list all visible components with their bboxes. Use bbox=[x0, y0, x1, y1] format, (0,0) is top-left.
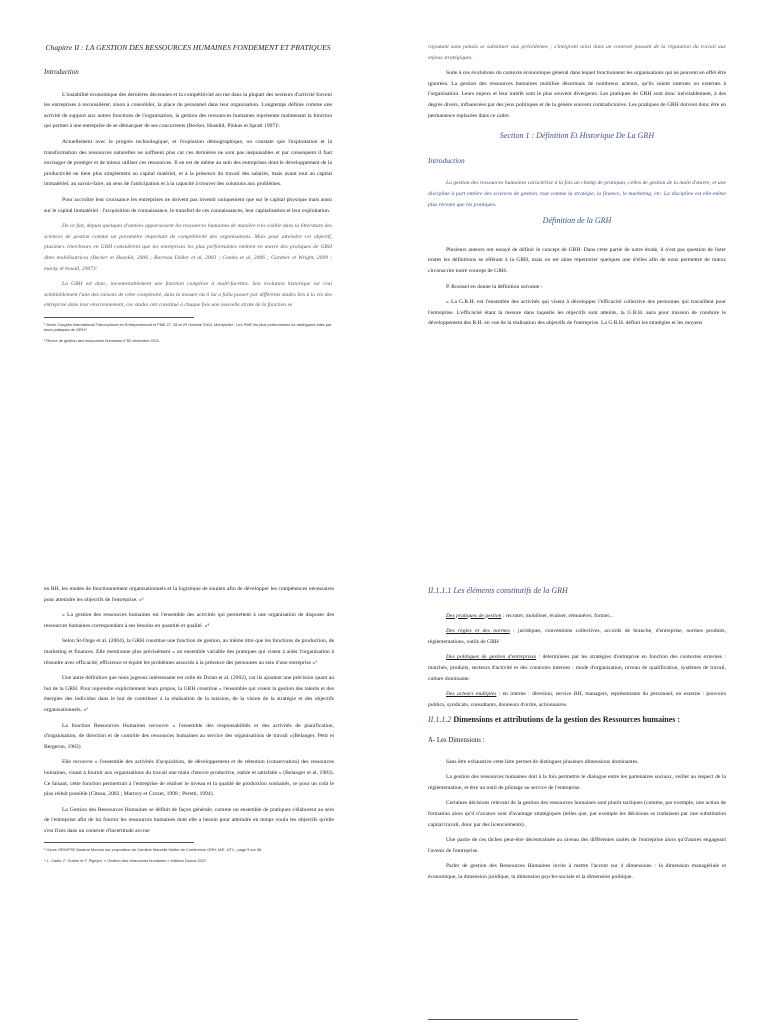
paragraph: Selon St-Onge et al. (2004), la GRH constitue une fonction de gestion, au même titre que les fonctions de production, de marketing et finances. Elle mentionne plus précisément « un ensemble variable des pratiques qui visent à aider l'organisation à résoudre avec efficacité, efficience et équité les problèmes associés à la présence des personnes au sein d'une entreprise »⁵ bbox=[44, 638, 334, 666]
paragraph: Une partie de ces tâches peut-être décentralisée au niveau des différentes unités de l'entreprise alors qu'd'autres engageant l'avenir de l'entreprise. bbox=[428, 837, 726, 854]
paragraph: P. Roussel en donne la définition suivante : bbox=[446, 283, 543, 290]
footnote-divider bbox=[428, 1019, 578, 1020]
paragraph: De ce fait, depuis quelques d'années apparaissent les ressources humaines de manière très visible dans la littérature des sciences de gestion comme un paramètre important de compétitivité des organisations. Mais pour atteindre cet objectif, plusieurs chercheurs en GRH considèrent que les entreprises les plus performantes mettent en œuvre des pratiques de GRH dites mobilisatrices (Becker et Huselid, 2006 ; Barreau Didier et al, 2003 ; Combs et al, 2006 ; Gardner et Wright, 2009 ; macky et boxall, 2007)² bbox=[44, 223, 332, 272]
element-text: : en interne : direction, service RH, managers, représentants du personnel; en externe : pouvoirs publics, syndicats, consultants, donneurs d'ordre, actionnaires. bbox=[428, 691, 726, 708]
dimensions-title: Dimensions et attributions de la gestion des Ressources humaines : bbox=[453, 715, 681, 725]
footnote: ³ Cours GRH/FSE Maxime Moreno sur proposition de Caroline Marcelle Maître de Conférence GRH, IAE -UT1 - page 5 sur 56 bbox=[44, 847, 262, 853]
paragraph: Actuellement avec le progrès technologique, et l'explosion démographique, on constate que l'exploitation et la transformation des ressources naturelles ne suffisent plus car ces dernières ne sont pas inépuisables et par conséquent il faut envisager de protéger et de mieux utiliser ces ressources. Il en est de même au sein des entreprises dont le développement de la productivité ne tient plus simplement au capital matériel, et à la présence du travail des salariés, mais avant tout au capital immatériel, au savoir-faire, au sens de l'anticipation et à la capacité à trouver des solutions aux problèmes. bbox=[44, 138, 332, 188]
page1-left-column bbox=[44, 42, 332, 348]
paragraph: La GRH est donc, incontestablement une fonction complexe à multi-facettes. Son évolution historique est vrai semblablement l'une des raisons de cette complexité, dans la mesure où il lui a fallu passer par différents stades liés à la vie des entreprise dans leur environnement, ces stades ont constitué à chaque fois une nouvelle strate de la fonction se bbox=[44, 281, 332, 309]
paragraph: Elle recouvre « l'ensemble des activités d'acquisition, de développement et de rétention (conservation) des ressources humaines, visant à fournir aux organisations du travail une main d'œuvre productive, stable et satisfaite » (Belanger et al, 1983). Ce faisant, cette fonction permettrait à l'entreprise de réaliser le niveau et la qualité de production souhaités, ce pour un coût le plus réduit possible (Citeau, 2002 ; Martory et Crozet, 1998 ; Peretti, 1994). bbox=[44, 759, 334, 798]
paragraph: La fonction Ressources Humaines recouvre « l'ensemble des responsabilités et des activités de planification, d'organisation, de direction et de contrôle des ressources humaines au service des organisations de travail »(Belanger, Petit et Bergeron, 1983) bbox=[44, 722, 334, 750]
element-item bbox=[428, 611, 726, 622]
element-item bbox=[428, 689, 726, 710]
document-page-2 bbox=[0, 572, 768, 1024]
paragraph: Parler de gestion des Ressources Humaines invite à mettre l'accent sur 4 dimensions : la dimension managériale et économique, la dimension juridique, la dimension psycho-sociale et la dimension politique. bbox=[428, 863, 726, 880]
paragraph: L'instabilité économique des dernières décennies et la compétitivité accrue dans la plupart des secteurs d'activité forcent les entreprises à reconsidérer, sinon à consolider, la place du personnel dans leur organisation. Longtemps définie comme une activité de support aux autres fonctions de l'organisation, la gestion des ressources humaines représente maintenant la fonction qui permet à une entreprise de se démarquer de ses concurrents (Becker, Huselid, Pinkus et Spratt 1997)¹. bbox=[44, 91, 332, 130]
dimensions-number: II.1.1.2 bbox=[428, 715, 452, 725]
paragraph: Plusieurs auteurs ont essayé de définir le concept de GRH. Dans cette partie de notre étude, il n'est pas question de lister toutes les définitions se référant à la GRH, mais on est aime répertorier quelques une d'elles afin de nous permettre de mieux circonscrire notre concept de GRH. bbox=[428, 246, 726, 274]
element-text: : recruter, mobiliser, évaluer, rémunérer, former... bbox=[501, 612, 614, 619]
paragraph: Certaines décisions relevant de la gestion des ressources humaines sont plutôt tactiques (comme, par exemple, une action de formation alors qu'il n'avance sont d'avantage stratégiques (telles que, par exemple les décisions se traduisent par une substitution capital travail, donc par des licenciements). bbox=[428, 800, 726, 828]
chapter-title: Chapitre II : LA GESTION DES RESSOURCES HUMAINES FONDEMENT ET PRATIQUES bbox=[45, 43, 331, 52]
paragraph: Suite à ces évolutions du contexte économique général dans lequel fonctionnent les organisations qui ne peuvent en effet être ignorées. La gestion des ressources humaines mobilise désormais de nombreux acteurs, qu'ils soient internes ou externes à l'organisation. Leurs enjeux et leur intérêt sont le plus souvent divergents. Les pratiques de GRH sont donc inévitablement, à des degrés divers, influencées par des jeux politiques et de la génère souvent contradictoires. Les pratiques de GRH doivent donc être en permanence replacées dans ce cadre. bbox=[428, 70, 727, 119]
element-text: : déterminées par les stratégies d'entreprise en fonction des contextes externes : marchés, produits, secteurs d'activité et des contextes internes : mode d'organisation, niveau de qualification, systèmes de travail, culture dominante. bbox=[428, 654, 726, 682]
paragraph: Une autre définition que nous jugeons intéressante est celle de Dolan et al. (2002), car ils ajoutent une précision quant au but de la GRH. Pour reprendre explicitement leurs propos, la GRH constitue « l'ensemble qui visent la gestion des talents et des énergies des individus dans le but de contribuer à la réalisation de la mission, de la vision de la stratégie et des objectifs organisationnels. »⁶ bbox=[44, 675, 334, 713]
paragraph: La gestion des ressources humaines caractérise à la fois un champ de pratiques, celles de gestion de la main d'œuvre, et une discipline à part entière des sciences de gestion, tout comme la stratégie, la finance, le marketing, etc. La discipline est elle-même plus récente que les pratiques. bbox=[428, 180, 726, 208]
footnote-divider bbox=[44, 317, 194, 318]
element-lead: Des règles et des normes bbox=[446, 628, 510, 635]
element-lead: Des politiques de gestion d'entreprises bbox=[446, 654, 537, 661]
dimensions-heading bbox=[428, 715, 726, 726]
dimensions-subheading: A- Les Dimensions : bbox=[428, 736, 485, 744]
page1-right-column bbox=[428, 42, 726, 334]
elements-heading: II.1.1.1 Les éléments constitutifs de la GRH bbox=[428, 586, 568, 595]
footnote: ¹ 5ème Congrès International Francophone en Entrepreneuriat et PME 27, 28 et 29 Octobre 2004, Montpellier : Les PME les plus performantes se distinguent-elles par leurs pratiques de GRH? bbox=[44, 321, 332, 333]
element-item bbox=[428, 626, 726, 647]
page2-left-column bbox=[44, 584, 334, 868]
paragraph: « La gestion des ressources humaines est l'ensemble des activités qui permettent à une organisation de disposer des ressources humaines correspondant à ses besoins en quantité et qualité. »⁴ bbox=[44, 612, 334, 629]
section-heading: Section 1 : Définition Et Historique De La GRH bbox=[499, 131, 655, 141]
paragraph: rajoutant sans jamais se substituer aux précédentes ; s'intégrant ainsi dans un contexte passant de la régulation du travail aux enjeux stratégiques. bbox=[428, 44, 726, 61]
element-text: : juridiques, conventions collectives, accords de branche, d'entreprise, normes produits, réglementations, outils de GRH bbox=[428, 628, 726, 645]
element-lead: Des pratiques de gestion bbox=[446, 612, 502, 619]
element-item bbox=[428, 652, 726, 684]
paragraph: en RH, les modes de fonctionnement organisationnels et la logistique de soutien afin de développer les compétences nécessaires pour atteindre les objectifs de l'entreprise. »³ bbox=[44, 586, 334, 603]
section-intro-heading: Introduction bbox=[428, 155, 465, 165]
paragraph: La gestion des ressources humaines doit à la fois permettre le dialogue entre les partenaires sociaux, veiller au respect de la réglementation, et être un outil de pilotage au service de l'entreprise. bbox=[428, 774, 726, 791]
paragraph: Sans être exhaustive cette liste permet de distinguer plusieurs dimensions dominantes. bbox=[446, 758, 639, 765]
footnote-divider bbox=[44, 842, 194, 843]
page2-right-column bbox=[428, 586, 726, 887]
footnote: ² Revue de gestion des ressources humaines n°82 décembre 2011. bbox=[44, 337, 161, 343]
definition-heading: Définition de la GRH bbox=[542, 216, 612, 226]
paragraph: « La G.R.H. est l'ensemble des activités qui visent à développer l'efficacité collective des personnes qui travaillent pour l'entreprise. L'efficacité étant la mesure dans laquelle les objectifs sont atteints, la G.R.H. aura pour mission de conduire le développement des R.H. en vue de la réalisation des objectifs de l'entreprise. La G.R.H. définit les stratégies et les moyens bbox=[428, 299, 726, 327]
footnote: ⁴ L. Cadin, F. Guérin et F. Pigeyre, « Gestion des ressources humaines » éditions Dunod 2007. bbox=[44, 857, 208, 863]
paragraph: La Gestion des Ressources Humaines se définit de façon générale, comme un ensemble de pratiques s'élaborent au sein de l'entreprise afin de lui fournir les ressources humaines dont elle a besoin pour atteindre en temps voulu les objectifs qu'elle s'est fixés dans un contexte d'incertitude accrue bbox=[44, 806, 334, 834]
element-lead: Des acteurs multiples bbox=[446, 691, 497, 698]
introduction-heading: Introduction bbox=[44, 68, 79, 76]
paragraph: Pour accroître leur croissance les entreprises ne doivent pas investir uniquement que sur le capital physique mais aussi sur le capital immatériel : l'acquisition de connaissance, le transfert de ces connaissances, leur capitalisation et leur exploitation. bbox=[44, 196, 332, 214]
